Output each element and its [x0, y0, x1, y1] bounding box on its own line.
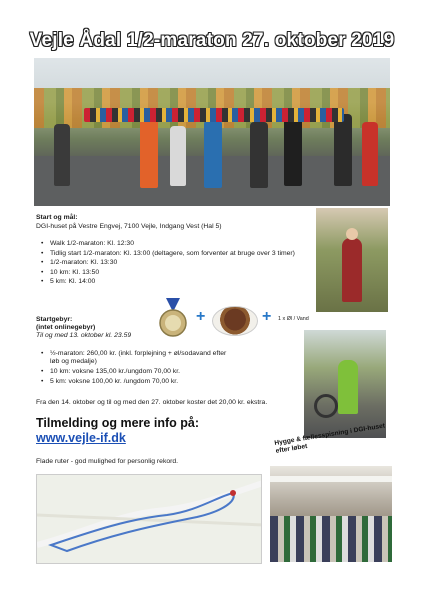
list-item: • 5 km: voksne 100,00 kr. /ungdom 70,00 kr.: [38, 378, 228, 386]
list-item: • 1/2-maraton: Kl. 13:30: [38, 259, 306, 267]
fee-subheading: (intet onlinegebyr): [36, 324, 96, 331]
drink-label: 1 x Øl / Vand: [278, 316, 309, 322]
list-item: • Tidlig start 1/2-maraton: Kl. 13:00 (deltagere, som forventer at bruge over 3 timer): [38, 250, 306, 258]
list-item: • Walk 1/2-maraton: Kl. 12:30: [38, 240, 306, 248]
start-location: DGI-huset på Vestre Engvej, 7100 Vejle, Indgang Vest (Hal 5): [36, 223, 222, 230]
page-title: Vejle Ådal 1/2-maraton 27. oktober 2019: [29, 30, 395, 51]
fee-heading: Startgebyr:: [36, 316, 73, 323]
start-heading: Start og mål:: [36, 214, 78, 221]
route-note: Flade ruter - god mulighed for personlig rekord.: [36, 458, 179, 465]
list-item: • 10 km: voksne 135,00 kr./ungdom 70,00 kr.: [38, 368, 228, 376]
dinner-photo: [270, 466, 392, 562]
list-item: • 10 km: Kl. 13:50: [38, 269, 306, 277]
route-map: [36, 474, 262, 564]
schedule-list: [38, 240, 306, 288]
list-item: • 5 km: Kl. 14:00: [38, 278, 306, 286]
food-bowl-icon: [212, 306, 258, 336]
wheelchair-runner-photo: [304, 330, 386, 438]
list-item: • ½-maraton: 260,00 kr. (inkl. forplejning + øl/sodavand efter løb og medalje): [38, 350, 228, 367]
website-link[interactable]: www.vejle-if.dk: [36, 431, 126, 445]
plus-sign: +: [196, 308, 206, 325]
runner-photo-finish: [316, 208, 388, 312]
hero-runners-photo: [34, 58, 390, 206]
plus-sign: +: [262, 308, 272, 325]
fee-extra-note: Fra den 14. oktober og til og med den 27. oktober koster det 20,00 kr. ekstra.: [36, 399, 268, 406]
dinner-caption: Hygge & fællesspisning i DGI-huset efter løbet: [274, 422, 386, 455]
medal-icon: [154, 298, 192, 338]
fee-list: [38, 350, 228, 387]
signup-text: Tilmelding og mere info på:: [36, 416, 199, 430]
fee-deadline: Til og med 13. oktober kl. 23.59: [36, 332, 132, 339]
